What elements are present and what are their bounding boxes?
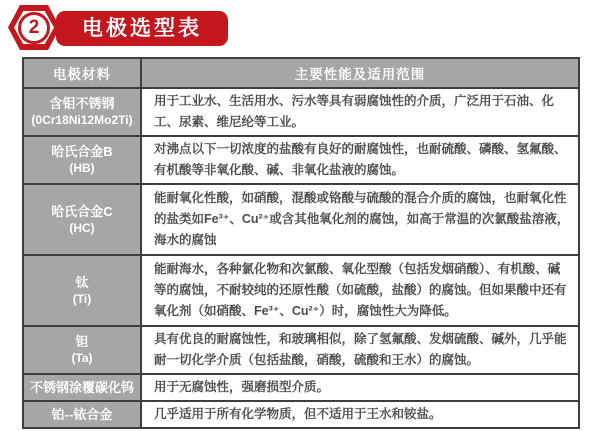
- material-grade: (Ta): [71, 351, 93, 365]
- page-title: 电极选型表: [82, 17, 202, 40]
- material-name: 钛: [75, 274, 89, 290]
- material-cell: [23, 88, 141, 136]
- material-name: 含钼不锈钢: [49, 96, 115, 111]
- table-row: [23, 326, 579, 374]
- table-row: [23, 88, 579, 136]
- material-name: 哈氏合金C: [51, 203, 113, 219]
- material-cell: [23, 184, 141, 255]
- material-cell: [23, 374, 141, 401]
- table-row: [23, 255, 579, 326]
- material-grade: (0Cr18Ni12Mo2Ti): [31, 113, 133, 127]
- material-grade: (Ti): [72, 291, 92, 306]
- material-cell: [23, 326, 141, 374]
- material-name: 钽: [75, 334, 89, 349]
- header-row: [23, 58, 579, 88]
- electrode-selection-table: [22, 57, 580, 429]
- material-name: 不锈钢涂覆碳化钨: [29, 380, 134, 395]
- description-cell: 能耐氧化性酸，如硝酸，混酸或铬酸与硫酸的混合介质的腐蚀，也耐氧化性的盐类如Fe³⁺、Cu²⁺或含其他氧化剂的腐蚀，如高于常温的次氯酸盐溶液，海水的腐蚀: [141, 184, 579, 255]
- material-cell: [23, 255, 141, 326]
- description-cell: 能耐海水，各种氯化物和次氯酸、氧化型酸（包括发烟硝酸）、有机酸、碱等的腐蚀，不耐较纯的还原性酸（如硫酸，盐酸）的腐蚀。但如果酸中还有氧化剂（如硝酸、Fe³⁺、Cu²⁺）时，腐蚀性大为降低。: [141, 255, 579, 326]
- description-cell: 具有优良的耐腐蚀性，和玻璃相似，除了氢氟酸、发烟硫酸、碱外，几乎能耐一切化学介质（包括盐酸，硝酸，硫酸和王水）的腐蚀。: [141, 326, 579, 374]
- table-row: [23, 401, 579, 428]
- material-name: 哈氏合金B: [51, 144, 113, 159]
- badge-ring: [18, 12, 50, 44]
- column-header-material: 电极材料: [23, 58, 141, 88]
- material-grade: (HB): [69, 161, 95, 175]
- table-row: [23, 184, 579, 255]
- section-number-badge: [8, 5, 60, 50]
- description-cell: 用于工业水、生活用水、污水等具有弱腐蚀性的介质，广泛用于石油、化工、尿素、维尼纶等工业。: [141, 88, 579, 136]
- material-cell: [23, 136, 141, 184]
- column-header-performance: 主要性能及适用范围: [141, 58, 579, 88]
- section-title-banner: [56, 11, 228, 46]
- description-cell: 对沸点以下一切浓度的盐酸有良好的耐腐蚀性，也耐硫酸、磷酸、氢氟酸、有机酸等非氧化酸、碱、非氧化盐液的腐蚀。: [141, 136, 579, 184]
- description-cell: 几乎适用于所有化学物质，但不适用于王水和铵盐。: [141, 401, 579, 428]
- badge-number: 2: [28, 17, 40, 38]
- table-row: [23, 374, 579, 401]
- material-grade: (HC): [69, 220, 95, 235]
- description-cell: 用于无腐蚀性，强磨损型介质。: [141, 374, 579, 401]
- material-name: 铂--铱合金: [51, 407, 113, 422]
- material-cell: [23, 401, 141, 428]
- table-row: [23, 136, 579, 184]
